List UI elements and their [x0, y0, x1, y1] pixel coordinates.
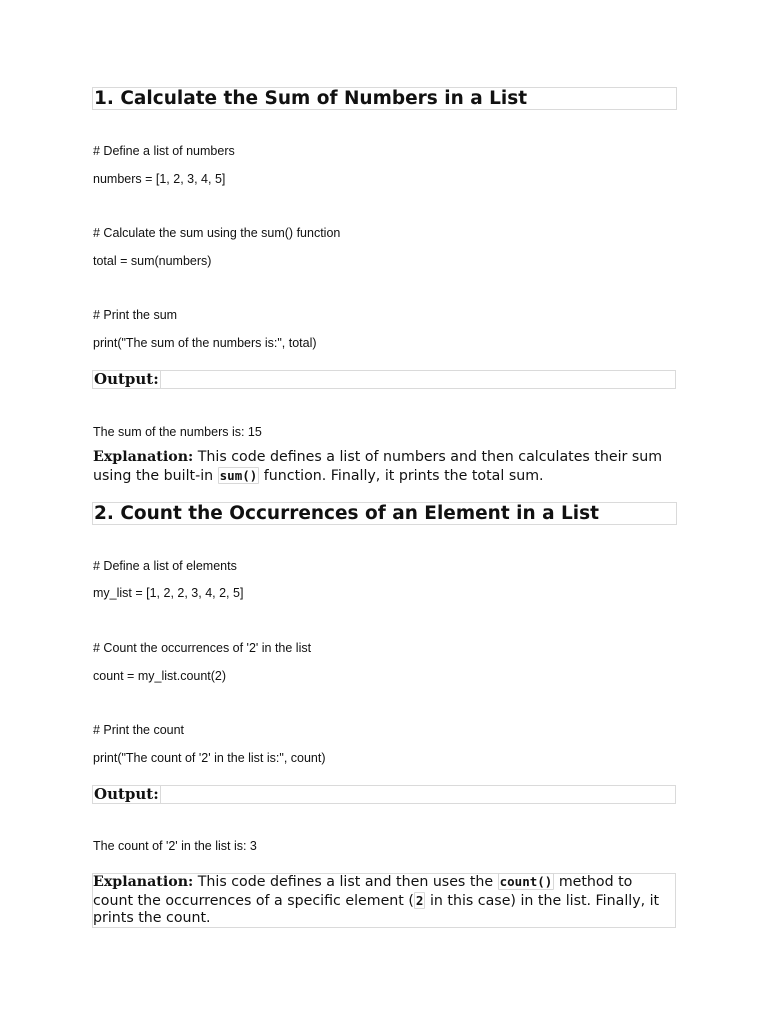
code-my-list-assignment: my_list = [1, 2, 2, 3, 4, 2, 5]: [93, 586, 244, 600]
section-1-explanation: [93, 449, 675, 485]
explanation-text: in this case) in the list. Finally, it prints the count.: [93, 892, 660, 926]
code-comment-define-list: # Define a list of numbers: [93, 144, 235, 158]
explanation-text: This code defines a list and then uses the: [193, 874, 498, 890]
code-comment-count-occurrences: # Count the occurrences of '2' in the list: [93, 641, 312, 655]
code-comment-define-elements: # Define a list of elements: [93, 559, 237, 573]
inline-code-count: count(): [499, 874, 553, 889]
code-comment-print-sum: # Print the sum: [93, 308, 178, 322]
inline-code-element: 2: [415, 892, 424, 908]
code-comment-calculate-sum: # Calculate the sum using the sum() function: [93, 226, 341, 240]
explanation-text: function. Finally, it prints the total sum.: [259, 467, 544, 484]
code-comment-print-count: # Print the count: [93, 723, 185, 737]
explanation-label: Explanation:: [93, 874, 194, 890]
section-2-heading: 2. Count the Occurrences of an Element in a List: [92, 502, 677, 525]
section-1-output-heading: [92, 370, 676, 389]
code-numbers-assignment: numbers = [1, 2, 3, 4, 5]: [93, 172, 226, 186]
section-1-heading: 1. Calculate the Sum of Numbers in a List: [92, 87, 677, 110]
code-print-count: print("The count of '2' in the list is:", count): [93, 751, 326, 765]
section-2-output-heading: [92, 785, 676, 804]
explanation-text: method to count the occurrences of a specific element (: [93, 874, 633, 909]
code-print-sum: print("The sum of the numbers is:", total): [93, 336, 317, 350]
explanation-label: Explanation:: [93, 449, 194, 465]
inline-code-sum: sum(): [219, 467, 258, 483]
section-1-output-text: The sum of the numbers is: 15: [93, 425, 262, 439]
section-2-output-text: The count of '2' in the list is: 3: [93, 839, 257, 853]
explanation-text: This code defines a list of numbers and then calculates their sum using the built-in: [93, 449, 663, 484]
output-label: Output:: [94, 370, 159, 388]
output-label: Output:: [94, 785, 159, 803]
code-count-assignment: count = my_list.count(2): [93, 669, 227, 683]
section-2-explanation: [93, 873, 675, 928]
code-total-assignment: total = sum(numbers): [93, 254, 212, 268]
